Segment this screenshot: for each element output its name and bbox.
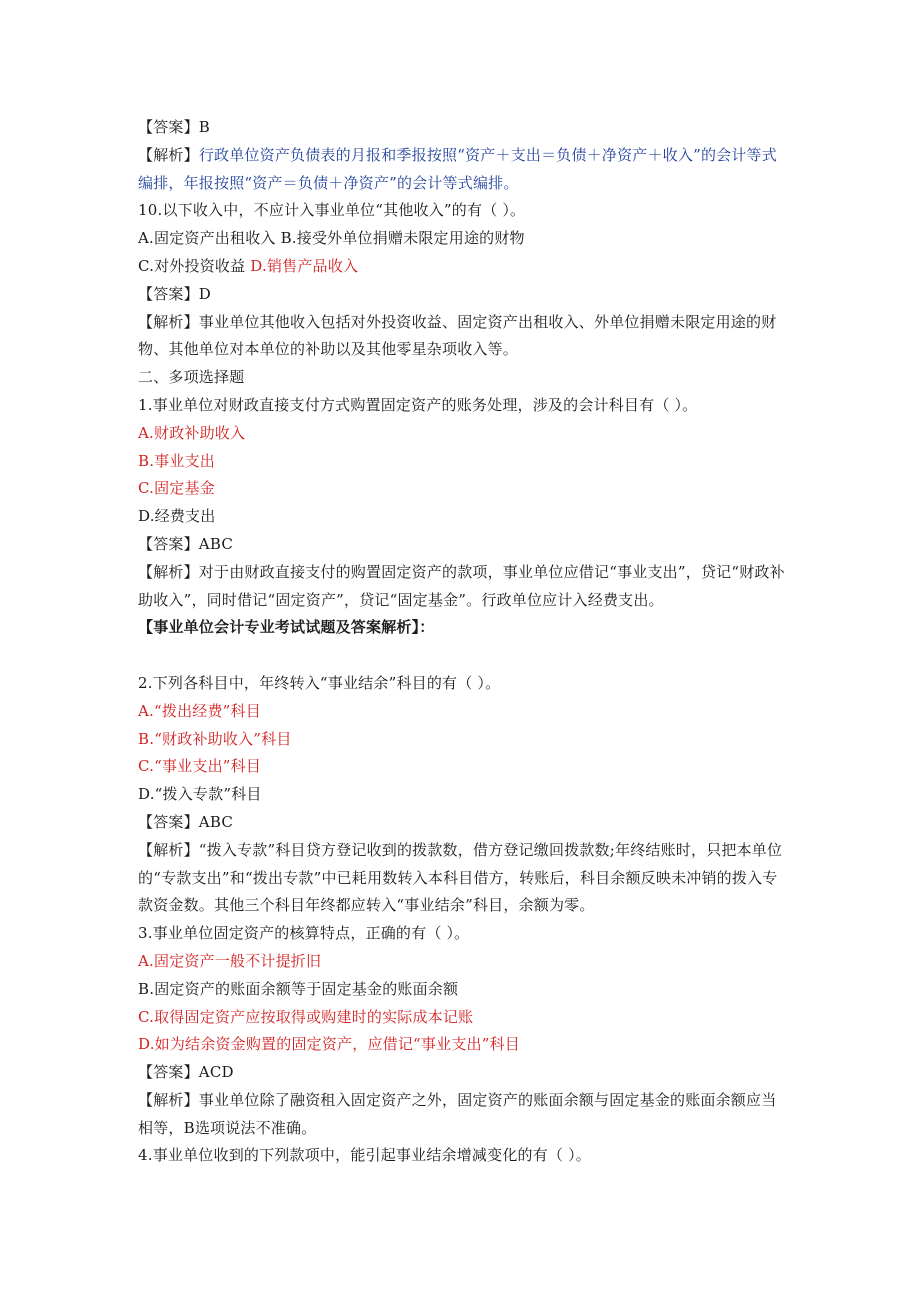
m1-analysis: 【解析】对于由财政直接支付的购置固定资产的款项，事业单位应借记“事业支出”，贷记“财政补助收入”，同时借记“固定资产”，贷记“固定基金”。行政单位应计入经费支出。 — [138, 562, 785, 609]
exam-heading: 【事业单位会计专业考试试题及答案解析】： — [138, 618, 435, 637]
blank-line — [138, 642, 788, 670]
q9-answer: 【答案】B — [138, 118, 211, 136]
document-page — [138, 114, 788, 1170]
q10-options-cd — [138, 253, 788, 281]
analysis-label: 【解析】 — [138, 145, 199, 164]
q10-analysis: 【解析】事业单位其他收入包括对外投资收益、固定资产出租收入、外单位捐赠未限定用途的财物、其他单位对本单位的补助以及其他零星杂项收入等。 — [138, 312, 777, 359]
q10-options-ab: A.固定资产出租收入 B.接受外单位捐赠未限定用途的财物 — [138, 229, 525, 248]
m3-answer: 【答案】ACD — [138, 1063, 234, 1082]
m3-option-d: D.如为结余资金购置的固定资产，应借记“事业支出”科目 — [138, 1035, 520, 1054]
m4-question: 4.事业单位收到的下列款项中，能引起事业结余增减变化的有（ ）。 — [138, 1146, 591, 1165]
m2-option-a: A.“拨出经费”科目 — [138, 701, 261, 720]
m2-analysis: 【解析】“拨入专款”科目贷方登记收到的拨款数，借方登记缴回拨款数;年终结账时，只把本单位的“专款支出”和“拨出专款”中已耗用数转入本科目借方，转账后，科目余额反映未冲销的拨入专款资金数。其他三个科目年终都应转入“事业结余”科目，余额为零。 — [138, 840, 783, 915]
m2-option-d: D.“拨入专款”科目 — [138, 785, 262, 804]
m3-analysis: 【解析】事业单位除了融资租入固定资产之外，固定资产的账面余额与固定基金的账面余额应当相等，B选项说法不准确。 — [138, 1090, 777, 1137]
m1-answer: 【答案】ABC — [138, 534, 234, 553]
m2-option-b: B.“财政补助收入”科目 — [138, 729, 292, 748]
m1-option-b: B.事业支出 — [138, 451, 215, 470]
m2-question: 2.下列各科目中，年终转入“事业结余”科目的有（ ）。 — [138, 673, 501, 692]
m1-question: 1.事业单位对财政直接支付方式购置固定资产的账务处理，涉及的会计科目有（ ）。 — [138, 395, 698, 414]
q10-answer: 【答案】D — [138, 284, 212, 303]
m2-option-c: C.“事业支出”科目 — [138, 757, 262, 776]
q10-option-c: C.对外投资收益 — [138, 256, 251, 275]
m1-option-d: D.经费支出 — [138, 507, 216, 526]
section-heading: 二、多项选择题 — [138, 368, 245, 387]
m3-option-a: A.固定资产一般不计提折旧 — [138, 951, 322, 970]
m3-option-c: C.取得固定资产应按取得或购建时的实际成本记账 — [138, 1007, 474, 1026]
q9-analysis-text: 行政单位资产负债表的月报和季报按照“资产＋支出＝负债＋净资产＋收入”的会计等式编排，年报按照“资产＝负债＋净资产”的会计等式编排。 — [138, 145, 777, 192]
m3-question: 3.事业单位固定资产的核算特点，正确的有（ ）。 — [138, 924, 470, 943]
m1-option-c: C.固定基金 — [138, 479, 215, 498]
m3-option-b: B.固定资产的账面余额等于固定基金的账面余额 — [138, 979, 459, 998]
q10-question: 10.以下收入中，不应计入事业单位“其他收入”的有（ ）。 — [138, 201, 526, 220]
q10-option-d: D.销售产品收入 — [250, 256, 359, 275]
m1-option-a: A.财政补助收入 — [138, 423, 246, 442]
q9-analysis — [138, 142, 788, 198]
m2-answer: 【答案】ABC — [138, 812, 234, 831]
